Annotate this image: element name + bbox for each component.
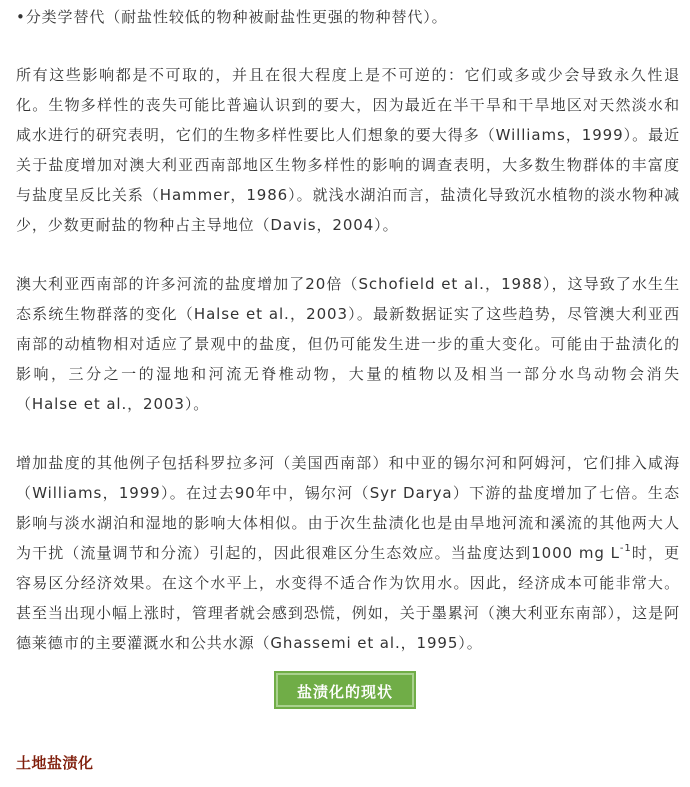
section-title-badge: 盐渍化的现状 [276, 673, 414, 707]
article-body [16, 0, 680, 658]
paragraph-other-examples-part1: 增加盐度的其他例子包括科罗拉多河（美国西南部）和中亚的锡尔河和阿姆河，它们排入咸海（Williams，1999）。在过去90年中，锡尔河（Syr Darya）下游的盐度增加了七倍。生态影响与淡水湖泊和湿地的影响大体相似。由于次生盐渍化也是由旱地河流和溪流的其他两大人为干扰（流量调节和分流）引起的，因此很难区分生态效应。当盐度达到1000 mg L [16, 454, 680, 562]
section-title-container [0, 673, 690, 707]
paragraph-impacts: 所有这些影响都是不可取的，并且在很大程度上是不可逆的：它们或多或少会导致永久性退化。生物多样性的丧失可能比普遍认识到的要大，因为最近在半干旱和干旱地区对天然淡水和咸水进行的研究表明，它们的生物多样性要比人们想象的要大得多（Williams，1999）。最近关于盐度增加对澳大利亚西南部地区生物多样性的影响的调查表明，大多数生物群体的丰富度与盐度呈反比关系（Hammer，1986）。就浅水湖泊而言，盐渍化导致沉水植物的淡水物种减少，少数更耐盐的物种占主导地位（Davis，2004）。 [16, 66, 680, 234]
unit-exponent: -1 [619, 543, 632, 554]
bullet-paragraph: •分类学替代（耐盐性较低的物种被耐盐性更强的物种替代）。 [16, 8, 448, 26]
subheading-land-salinization: 土地盐渍化 [16, 754, 94, 772]
paragraph-southwest-australia: 澳大利亚西南部的许多河流的盐度增加了20倍（Schofield et al.，1988），这导致了水生生态系统生物群落的变化（Halse et al.，2003）。最新数据证实了这些趋势，尽管澳大利亚西南部的动植物相对适应了景观中的盐度，但仍可能发生进一步的重大变化。可能由于盐渍化的影响，三分之一的湿地和河流无脊椎动物，大量的植物以及相当一部分水鸟动物会消失（Halse et al.，2003）。 [16, 275, 680, 413]
paragraph-other-examples-part2: 时，更容易区分经济效果。在这个水平上，水变得不适合作为饮用水。因此，经济成本可能非常大。甚至当出现小幅上涨时，管理者就会感到恐慌，例如，关于墨累河（澳大利亚东南部），这是阿德莱德市的主要灌溉水和公共水源（Ghassemi et al.，1995）。 [16, 544, 681, 652]
paragraph-other-examples [16, 448, 680, 658]
